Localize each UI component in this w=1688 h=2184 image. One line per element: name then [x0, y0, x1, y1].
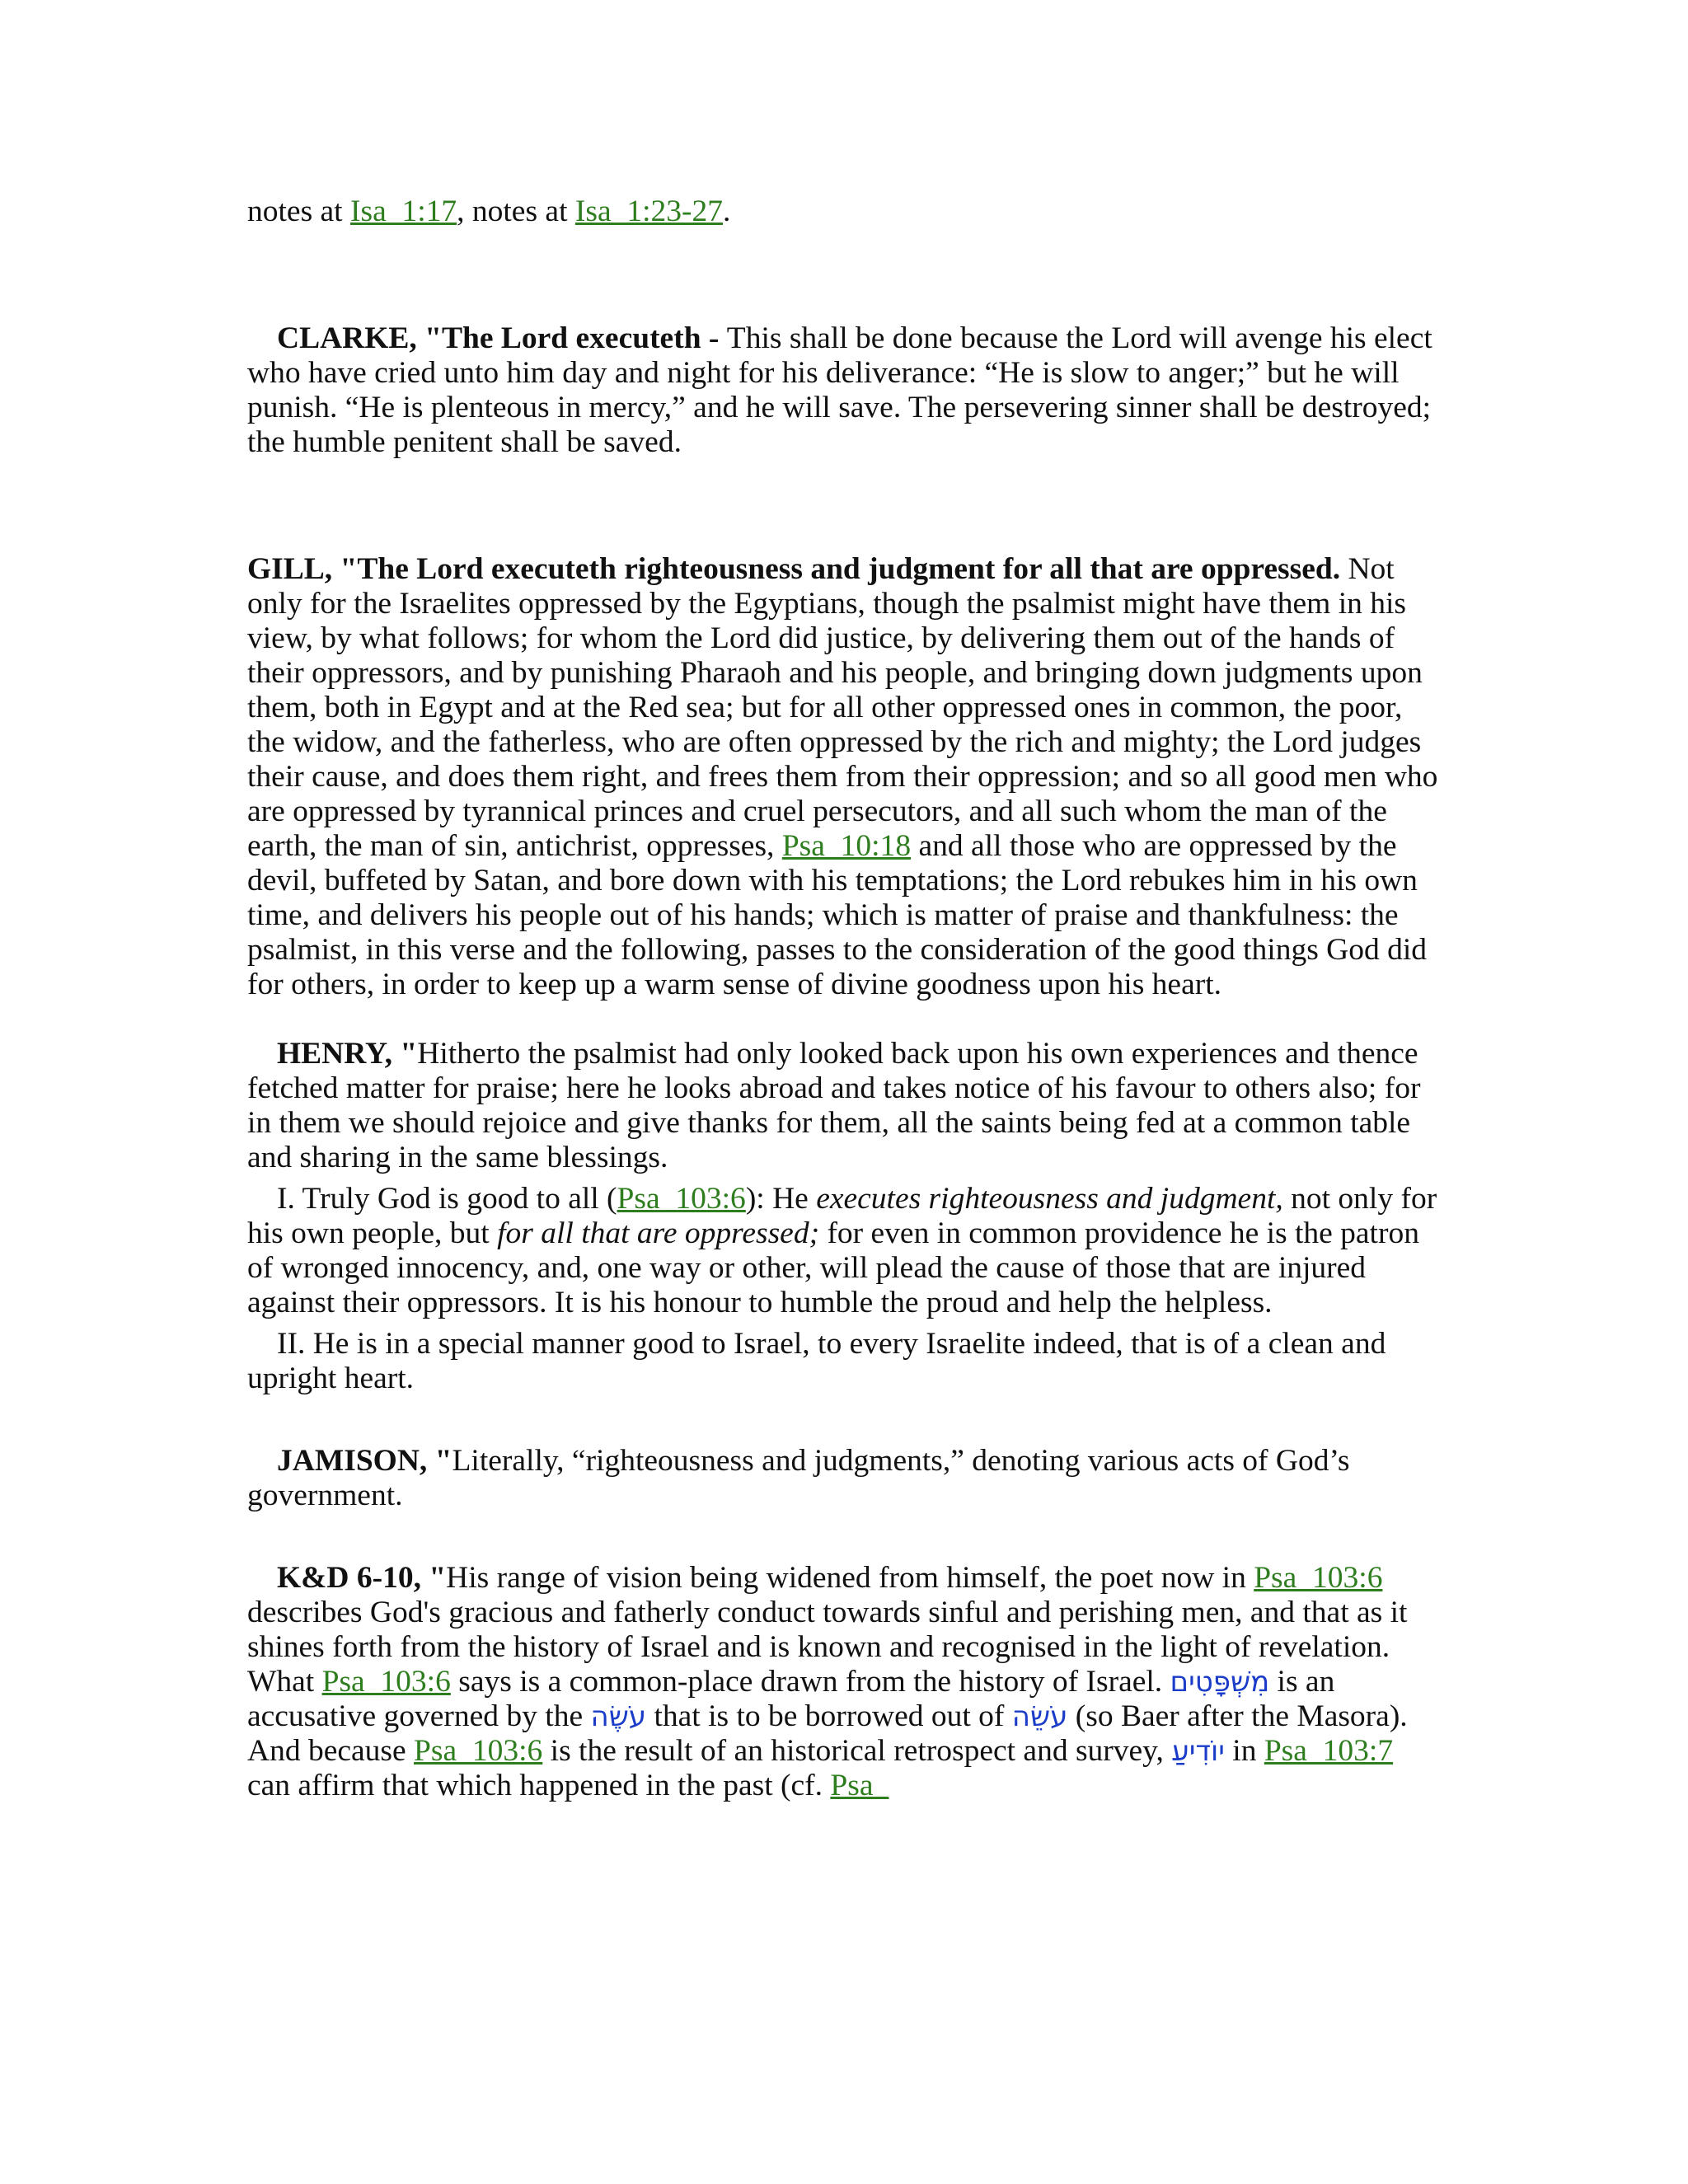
gill-text: and all those who are oppressed by the devil, buffeted by Satan, and bore down with his temptations; the Lord rebukes him in his own time, and delivers his people out of his hands; which is matter of praise and thankfulness: the psalmist, in this verse and the following, passes to the consideration of the good things God did for others, in order to keep up a warm sense of divine goodness upon his heart.	[247, 829, 1428, 1001]
henry-point-text: ): He	[745, 1182, 817, 1216]
henry-label: HENRY, "	[277, 1037, 418, 1071]
link-isa-1-17[interactable]: Isa_1:17	[349, 194, 457, 228]
jamison-text: Literally, “righteousness and judgments,” denoting various acts of God’s government.	[247, 1444, 1350, 1512]
link-psa-10-18[interactable]: Psa_10:18	[781, 829, 912, 863]
link-psa-103-7[interactable]: Psa_103:7	[1264, 1734, 1394, 1768]
kd-text: is an accusative governed by the	[247, 1665, 1335, 1733]
clarke-label: CLARKE, "The Lord executeth -	[277, 321, 727, 355]
kd-text: in	[1224, 1734, 1264, 1768]
notes-paragraph	[247, 194, 1442, 229]
clarke-text: This shall be done because the Lord will avenge his elect who have cried unto him day and night for his deliverance: “He is slow to anger;” but he will punish. “He is plenteous in mercy,” and he will save. The persevering sinner shall be destroyed; the humble penitent shall be saved.	[247, 321, 1432, 459]
hebrew-word: עֹשֵׂה	[1011, 1700, 1068, 1733]
henry-point-1	[247, 1182, 1442, 1320]
hebrew-word: עֹשֶׂה	[590, 1700, 647, 1733]
gill-text: Not only for the Israelites oppressed by the Egyptians, though the psalmist might have them in his view, by what follows; for whom the Lord did justice, by delivering them out of the hands of their oppressors, and by punishing Pharaoh and his people, and bringing down judgments upon them, both in Egypt and at the Red sea; but for all other oppressed ones in common, the poor, the widow, and the fatherless, who are often oppressed by the rich and mighty; the Lord judges their cause, and does them right, and frees them from their oppression; and so all good men who are oppressed by tyrannical princes and cruel persecutors, and all such whom the man of the earth, the man of sin, antichrist, oppresses,	[247, 552, 1438, 863]
notes-text: notes at	[247, 194, 350, 228]
henry-point-text: I. Truly God is good to all (	[277, 1182, 617, 1216]
link-psa-103-6[interactable]: Psa_103:6	[321, 1665, 451, 1699]
notes-text: , notes at	[457, 194, 575, 228]
henry-point-text: for even in common providence he is the patron of wronged innocency, and, one way or other, will plead the cause of those that are injured against their oppressors. It is his honour to humble the proud and help the helpless.	[247, 1216, 1419, 1319]
link-psa-103-6[interactable]: Psa_103:6	[617, 1182, 746, 1216]
henry-paragraph	[247, 1037, 1442, 1175]
henry-point-emphasis: executes righteousness and judgment,	[816, 1182, 1283, 1216]
jamison-paragraph	[247, 1444, 1442, 1513]
kd-text: can affirm that which happened in the past (cf.	[247, 1769, 831, 1802]
link-psa-103-6[interactable]: Psa_103:6	[414, 1734, 543, 1768]
kd-text: says is a common-place drawn from the history of Israel.	[450, 1665, 1170, 1699]
kd-paragraph	[247, 1561, 1442, 1803]
henry-point-text: not only for his own people, but	[247, 1182, 1437, 1250]
kd-text: His range of vision being widened from himself, the poet now in	[446, 1561, 1254, 1595]
kd-label: K&D 6-10, "	[277, 1561, 447, 1595]
document-page	[247, 194, 1442, 1803]
kd-text: is the result of an historical retrospect and survey,	[542, 1734, 1172, 1768]
notes-text: .	[723, 194, 731, 228]
henry-point-2: II. He is in a special manner good to Israel, to every Israelite indeed, that is of a clean and upright heart.	[247, 1327, 1386, 1395]
gill-label: GILL, "The Lord executeth righteousness and judgment for all that are oppressed.	[247, 552, 1341, 586]
henry-text: Hitherto the psalmist had only looked back upon his own experiences and thence fetched matter for praise; here he looks abroad and takes notice of his favour to others also; for in them we should rejoice and give thanks for them, all the saints being fed at a common table and sharing in the same blessings.	[247, 1037, 1421, 1174]
jamison-label: JAMISON, "	[277, 1444, 452, 1478]
hebrew-word: יוֹדִיעַ	[1171, 1735, 1225, 1768]
kd-text: (so Baer after the Masora). And because	[247, 1699, 1408, 1768]
link-psa-103-6[interactable]: Psa_103:6	[1254, 1561, 1383, 1595]
link-isa-1-23-27[interactable]: Isa_1:23-27	[574, 194, 724, 228]
clarke-paragraph	[247, 321, 1442, 460]
kd-text: describes God's gracious and fatherly conduct towards sinful and perishing men, and that as it shines forth from the history of Israel and is known and recognised in the light of revelation. What	[247, 1596, 1408, 1699]
henry-point-emphasis: for all that are oppressed;	[497, 1216, 820, 1250]
link-psa[interactable]: Psa_	[830, 1769, 889, 1802]
gill-paragraph	[247, 552, 1442, 1002]
hebrew-word: מִשְׁפָּטִים	[1170, 1666, 1270, 1699]
kd-text: that is to be borrowed out of	[646, 1699, 1012, 1733]
